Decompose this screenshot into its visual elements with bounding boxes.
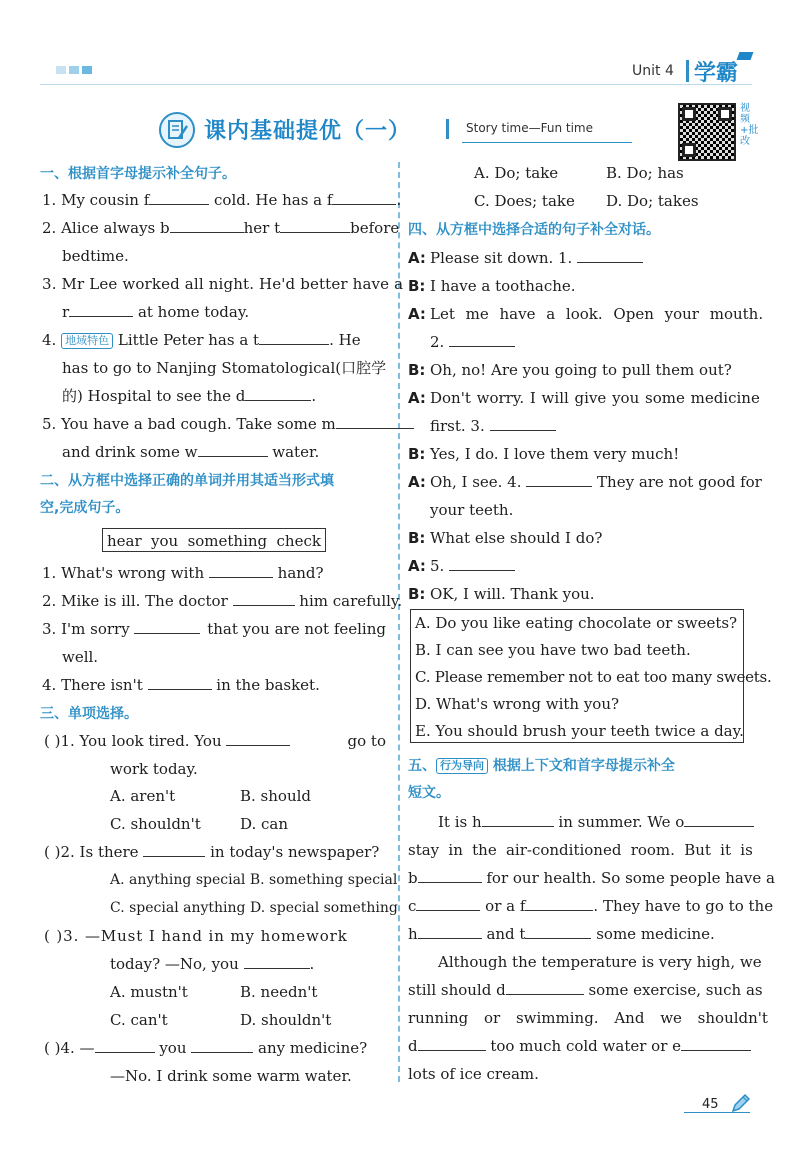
answer-blank[interactable] xyxy=(526,472,592,487)
s5-p1-line3: b for our health. So some people have a xyxy=(408,869,775,887)
banner-divider xyxy=(446,119,449,139)
qr-label: 视频+批改 xyxy=(740,103,759,147)
speaker-label: B: xyxy=(408,361,426,379)
brand-logo: 学霸 xyxy=(694,61,739,86)
s1-q1: 1. My cousin f cold. He has a f . xyxy=(42,191,402,209)
dialog-line xyxy=(408,584,595,604)
behavior-guide-tag: 行为导向 xyxy=(436,758,488,774)
banner-subtitle: Story time—Fun time xyxy=(466,121,594,135)
s2-q4: 4. There isn't in the basket. xyxy=(42,676,320,694)
word-option: hear xyxy=(107,532,142,550)
s1-q4-cont2: 的) Hospital to see the d . xyxy=(62,387,317,405)
notebook-pen-icon xyxy=(161,114,193,146)
option-d[interactable]: D. shouldn't xyxy=(240,1011,332,1029)
option-b[interactable]: B. Do; has xyxy=(606,164,684,182)
s5-p1-line2: stay in the air-conditioned room. But it is xyxy=(408,841,753,859)
s3-q2: ( )2. Is there in today's newspaper? xyxy=(44,843,380,861)
dialog-line xyxy=(408,472,762,492)
s1-q2: 2. Alice always b her t before xyxy=(42,219,400,237)
dialog-text: They are not good for xyxy=(592,473,762,491)
speaker-label: B: xyxy=(408,445,426,463)
option-a[interactable]: A. anything special xyxy=(110,872,246,888)
speaker-label: A: xyxy=(408,389,426,407)
dialog-line xyxy=(408,304,764,324)
section-2-title: 二、从方框中选择正确的单词并用其适当形式填 xyxy=(40,473,334,489)
speaker-label: A: xyxy=(408,305,426,323)
answer-blank[interactable] xyxy=(490,416,556,431)
brand-divider xyxy=(686,60,689,82)
dialog-line xyxy=(408,528,602,548)
s2-q3-cont: well. xyxy=(62,648,99,666)
s5-p2-line1: Although the temperature is very high, we xyxy=(438,953,762,971)
option-a[interactable]: A. Do; take xyxy=(474,164,559,182)
option-a[interactable]: A. mustn't xyxy=(110,983,188,1001)
s5-p2-line3: running or swimming. And we shouldn't xyxy=(408,1009,768,1027)
section-3-title: 三、单项选择。 xyxy=(40,706,138,722)
s3-q2-options-1 xyxy=(110,870,397,890)
banner-icon-circle xyxy=(159,112,195,148)
s1-q2-cont: bedtime. xyxy=(62,247,129,265)
word-option: check xyxy=(276,532,321,550)
sentence-option: D. What's wrong with you? xyxy=(415,695,620,713)
s5-p2-line2: still should d some exercise, such as xyxy=(408,981,763,999)
dialog-text: I have a toothache. xyxy=(430,277,576,295)
dialog-line xyxy=(408,416,556,436)
dialog-line xyxy=(408,388,760,408)
banner-underline xyxy=(462,142,632,143)
s3-q3: ( )3. —Must I hand in my homework xyxy=(44,927,348,945)
s1-q4: 4. 地域特色 Little Peter has a t . He xyxy=(42,331,361,349)
dialog-text: OK, I will. Thank you. xyxy=(430,585,595,603)
s2-q1: 1. What's wrong with hand? xyxy=(42,564,324,582)
section-4-title: 四、从方框中选择合适的句子补全对话。 xyxy=(408,222,660,238)
section-5-title-cont: 短文。 xyxy=(408,785,450,801)
sentence-options-box xyxy=(410,609,772,743)
unit-label: Unit 4 xyxy=(632,63,674,79)
dialog-line xyxy=(408,248,643,268)
sentence-option: E. You should brush your teeth twice a day. xyxy=(415,722,744,740)
speaker-label: B: xyxy=(408,277,426,295)
s1-q3: 3. Mr Lee worked all night. He'd better have a xyxy=(42,275,404,293)
s3-q2-options-2 xyxy=(110,898,398,918)
dialog-text: your teeth. xyxy=(430,501,514,519)
s2-q2: 2. Mike is ill. The doctor him carefully. xyxy=(42,592,403,610)
option-c[interactable]: C. can't xyxy=(110,1011,168,1029)
dialog-text: What else should I do? xyxy=(430,529,603,547)
page-number: 45 xyxy=(702,1097,719,1112)
graduation-cap-icon xyxy=(737,52,754,60)
speaker-label: B: xyxy=(408,585,426,603)
sentence-option: A. Do you like eating chocolate or sweets? xyxy=(415,614,738,632)
speaker-label: A: xyxy=(408,249,426,267)
sentence-option: B. I can see you have two bad teeth. xyxy=(415,641,691,659)
section-5-title: 五、 行为导向 根据上下文和首字母提示补全 xyxy=(408,758,675,774)
option-d[interactable]: D. special something xyxy=(249,900,398,916)
s3-q3-cont: today? —No, you . xyxy=(110,955,315,973)
qr-code-icon[interactable] xyxy=(678,103,736,161)
s3-q1-cont: work today. xyxy=(110,760,198,778)
option-b[interactable]: B. needn't xyxy=(240,983,318,1001)
dialog-line xyxy=(408,360,732,380)
speaker-label: A: xyxy=(408,557,426,575)
dialog-line xyxy=(408,444,679,464)
speaker-label: B: xyxy=(408,529,426,547)
option-c[interactable]: C. Does; take xyxy=(474,192,575,210)
dialog-text: Let me have a look. Open your mouth. xyxy=(430,305,764,323)
answer-blank[interactable] xyxy=(577,248,643,263)
header-decoration xyxy=(56,66,94,74)
dialog-text: Oh, I see. 4. xyxy=(430,473,527,491)
word-box xyxy=(102,528,326,552)
regional-feature-tag: 地域特色 xyxy=(61,333,113,349)
dialog-line xyxy=(408,332,515,352)
column-divider xyxy=(398,162,400,1082)
dialog-text: Yes, I do. I love them very much! xyxy=(430,445,680,463)
s1-q5-cont: and drink some w water. xyxy=(62,443,320,461)
s5-p1-line5: h and t some medicine. xyxy=(408,925,715,943)
answer-blank[interactable] xyxy=(449,332,515,347)
option-c[interactable]: C. special anything xyxy=(110,900,246,916)
speaker-label: A: xyxy=(408,473,426,491)
s5-p1-line4: c or a f . They have to go to the xyxy=(408,897,774,915)
option-a[interactable]: A. aren't xyxy=(110,787,176,805)
option-d[interactable]: D. can xyxy=(240,815,289,833)
answer-blank[interactable] xyxy=(449,556,515,571)
banner-title: 课内基础提优（一） xyxy=(204,119,412,144)
s5-p2-line4: d too much cold water or e xyxy=(408,1036,751,1056)
s3-q4-cont: —No. I drink some warm water. xyxy=(110,1067,352,1085)
dialog-line xyxy=(408,556,515,576)
option-b[interactable]: B. something special xyxy=(249,872,398,888)
sentence-option: C. Please remember not to eat too many sweets. xyxy=(415,668,772,686)
section-1-title: 一、根据首字母提示补全句子。 xyxy=(40,166,236,182)
s1-q3-cont: r at home today. xyxy=(62,303,250,321)
s2-q3: 3. I'm sorry that you are not feeling xyxy=(42,620,386,638)
section-2-title-cont: 空,完成句子。 xyxy=(40,500,130,516)
dialog-text: Please sit down. 1. xyxy=(430,249,578,267)
option-b[interactable]: B. should xyxy=(240,787,312,805)
option-c[interactable]: C. shouldn't xyxy=(110,815,201,833)
dialog-text: Oh, no! Are you going to pull them out? xyxy=(430,361,732,379)
dialog-text: 2. xyxy=(430,333,450,351)
s1-q4-cont1: has to go to Nanjing Stomatological(口腔学 xyxy=(62,359,387,377)
word-option: something xyxy=(187,532,268,550)
pencil-icon xyxy=(730,1092,752,1114)
dialog-line xyxy=(408,500,513,520)
word-option: you xyxy=(151,532,179,550)
header-rule xyxy=(40,84,752,85)
s5-p1-line1: It is h in summer. We o xyxy=(438,812,754,832)
dialog-text: first. 3. xyxy=(430,417,490,435)
s1-q5: 5. You have a bad cough. Take some m xyxy=(42,414,414,434)
s3-q4: ( )4. — you any medicine? xyxy=(44,1039,368,1057)
dialog-line xyxy=(408,276,576,296)
s5-p2-line5: lots of ice cream. xyxy=(408,1065,539,1083)
option-d[interactable]: D. Do; takes xyxy=(606,192,699,210)
s3-q1: ( )1. You look tired. You go to xyxy=(44,732,386,750)
dialog-text: Don't worry. I will give you some medicine xyxy=(430,389,760,407)
dialog-text: 5. xyxy=(430,557,450,575)
